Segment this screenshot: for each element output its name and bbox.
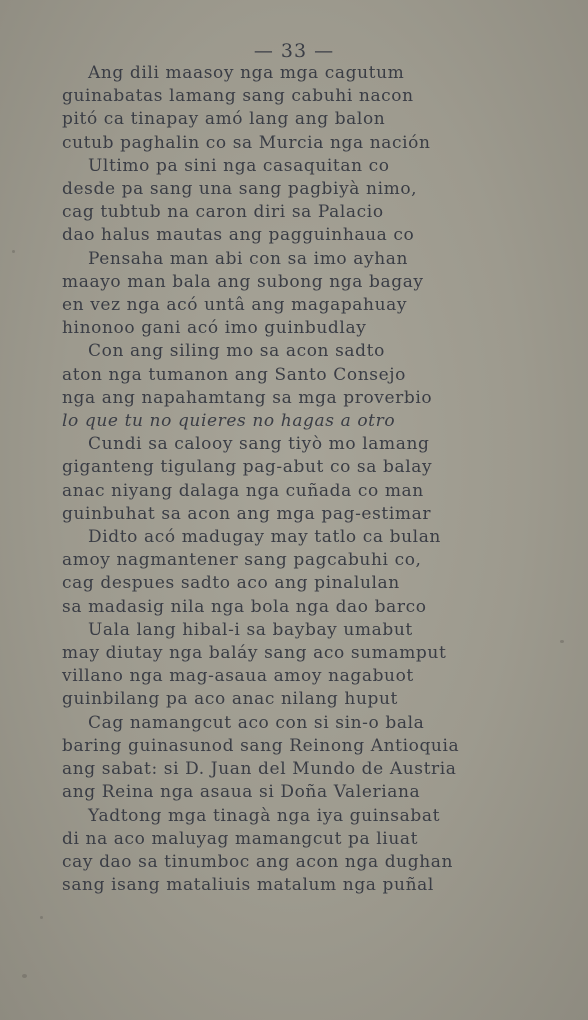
verse-line: Cundi sa calooy sang tiyò mo lamang	[88, 434, 430, 455]
verse-line: desde pa sang una sang pagbiyà nimo,	[62, 179, 418, 200]
stanza	[62, 248, 522, 341]
stanza	[62, 805, 522, 898]
verse-line: cag tubtub na caron diri sa Palacio	[62, 202, 384, 223]
stanza	[62, 619, 522, 712]
verse-line: maayo man bala ang subong nga bagay	[62, 271, 424, 292]
verse-line: cag despues sadto aco ang pinalulan	[62, 573, 400, 594]
paper-speck	[40, 916, 43, 919]
verse-line: ang Reina nga asaua si Doña Valeriana	[62, 782, 421, 803]
verse-line: Cag namangcut aco con si sin-o bala	[88, 712, 425, 733]
stanza	[62, 433, 522, 526]
verse-line: Didto acó madugay may tatlo ca bulan	[88, 527, 441, 548]
verse-line: Uala lang hibal-i sa baybay umabut	[88, 619, 413, 640]
verse-line: guinabatas lamang sang cabuhi nacon	[62, 86, 414, 107]
verse-line: cay dao sa tinumboc ang acon nga dughan	[62, 851, 454, 872]
stanza	[62, 526, 522, 619]
verse-line: may diutay nga baláy sang aco sumamput	[62, 643, 447, 664]
verse-line: amoy nagmantener sang pagcabuhi co,	[62, 550, 422, 571]
verse-line: ang sabat: si D. Juan del Mundo de Austria	[62, 759, 457, 780]
verse-line: Ang dili maasoy nga mga cagutum	[88, 63, 405, 83]
verse-line: en vez nga acó untâ ang magapahuay	[62, 295, 408, 316]
verse-line: Yadtong mga tinagà nga iya guinsabat	[88, 805, 441, 826]
verse-line: pitó ca tinapay amó lang ang balon	[62, 109, 386, 130]
verse-line: guinbilang pa aco anac nilang huput	[62, 689, 398, 710]
verse-line: cutub paghalin co sa Murcia nga nación	[62, 132, 431, 153]
verse-line: hinonoo gani acó imo guinbudlay	[62, 318, 367, 339]
paper-speck	[560, 640, 564, 643]
verse-line: nga ang napahamtang sa mga proverbio	[62, 387, 433, 408]
paper-speck	[12, 250, 15, 253]
stanza	[62, 155, 522, 248]
paper-speck	[22, 974, 27, 978]
verse-line: Ultimo pa sini nga casaquitan co	[88, 155, 390, 176]
verse-line: giganteng tigulang pag-abut co sa balay	[62, 457, 433, 478]
page-number: — 33 —	[253, 40, 335, 62]
stanza	[62, 62, 522, 155]
stanza	[62, 712, 522, 805]
verse-line: Pensaha man abi con sa imo ayhan	[88, 248, 409, 269]
verse-line: sang isang mataliuis matalum nga puñal	[62, 875, 434, 896]
verse-line: sa madasig nila nga bola nga dao barco	[62, 596, 427, 617]
verse-line: anac niyang dalaga nga cuñada co man	[62, 480, 424, 501]
verse-line: baring guinasunod sang Reinong Antioquia	[62, 735, 460, 756]
verse-line: dao halus mautas ang pagguinhaua co	[62, 225, 415, 246]
verse-line: villano nga mag-asaua amoy nagabuot	[62, 666, 414, 687]
verse-line: guinbuhat sa acon ang mga pag-estimar	[62, 503, 432, 524]
verse-line-latin-proverb: lo que tu no quieres no hagas a otro	[62, 411, 396, 432]
poem-text	[62, 62, 522, 897]
verse-line: di na aco maluyag mamangcut pa liuat	[62, 828, 419, 849]
verse-line: Con ang siling mo sa acon sadto	[88, 341, 385, 362]
verse-line: aton nga tumanon ang Santo Consejo	[62, 364, 406, 385]
stanza	[62, 340, 522, 433]
